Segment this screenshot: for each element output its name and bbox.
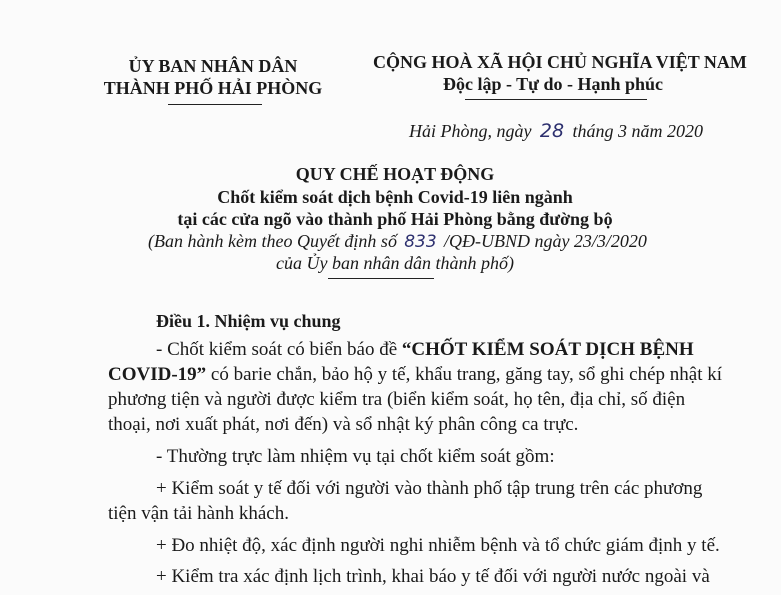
article-heading: Điều 1. Nhiệm vụ chung	[156, 311, 341, 331]
body-line-2b: có barie chắn, bảo hộ y tế, khẩu trang, găng tay, sổ ghi chép nhật kí	[210, 364, 723, 385]
issued-suffix: /QĐ-UBND ngày 23/3/2020	[443, 231, 647, 251]
body-line-4: thoại, nơi xuất phát, nơi đến) và sổ nhật ký phân công ca trực.	[108, 414, 579, 435]
motto-underline	[465, 99, 647, 100]
national-motto: Độc lập - Tự do - Hạnh phúc	[442, 74, 664, 94]
body-line-9: + Kiểm tra xác định lịch trình, khai báo y tế đối với người nước ngoài và	[156, 566, 710, 587]
issued-line-2: của Ủy ban nhân dân thành phố)	[276, 253, 514, 273]
sign-text: “CHỐT KIỂM SOÁT DỊCH BỆNH	[401, 339, 694, 360]
body-line-8: + Đo nhiệt độ, xác định người nghi nhiễm bệnh và tổ chức giám định y tế.	[156, 535, 720, 556]
issuer-underline	[168, 104, 262, 105]
body-line-1	[156, 339, 694, 361]
issued-line-1	[148, 231, 647, 252]
decision-number-handwritten: 833	[404, 232, 437, 252]
issuer-line-2: THÀNH PHỐ HẢI PHÒNG	[103, 78, 323, 98]
title-underline	[328, 278, 434, 279]
date-day-handwritten: 28	[539, 120, 565, 142]
body-line-1a: - Chốt kiểm soát có biển báo đề	[156, 339, 398, 360]
body-line-7: tiện vận tải hành khách.	[108, 503, 289, 524]
date-line	[409, 120, 703, 142]
body-line-6: + Kiểm soát y tế đối với người vào thành phố tập trung trên các phương	[156, 478, 703, 499]
issuer-line-1: ỦY BAN NHÂN DÂN	[128, 56, 298, 76]
body-line-3: phương tiện và người được kiểm tra (biển kiểm soát, họ tên, địa chỉ, số điện	[108, 389, 686, 410]
doc-subtitle-2: tại các cửa ngõ vào thành phố Hải Phòng bằng đường bộ	[177, 209, 613, 229]
date-prefix: Hải Phòng, ngày	[409, 121, 532, 141]
national-title: CỘNG HOÀ XÃ HỘI CHỦ NGHĨA VIỆT NAM	[373, 52, 747, 72]
sign-text-end: COVID-19”	[108, 364, 207, 385]
doc-subtitle-1: Chốt kiểm soát dịch bệnh Covid-19 liên ngành	[217, 187, 573, 207]
body-line-2	[108, 364, 722, 386]
body-line-5: - Thường trực làm nhiệm vụ tại chốt kiểm soát gồm:	[156, 446, 555, 467]
date-suffix: tháng 3 năm 2020	[572, 121, 703, 141]
issued-prefix: (Ban hành kèm theo Quyết định số	[148, 231, 397, 251]
doc-title: QUY CHẾ HOẠT ĐỘNG	[295, 164, 495, 184]
